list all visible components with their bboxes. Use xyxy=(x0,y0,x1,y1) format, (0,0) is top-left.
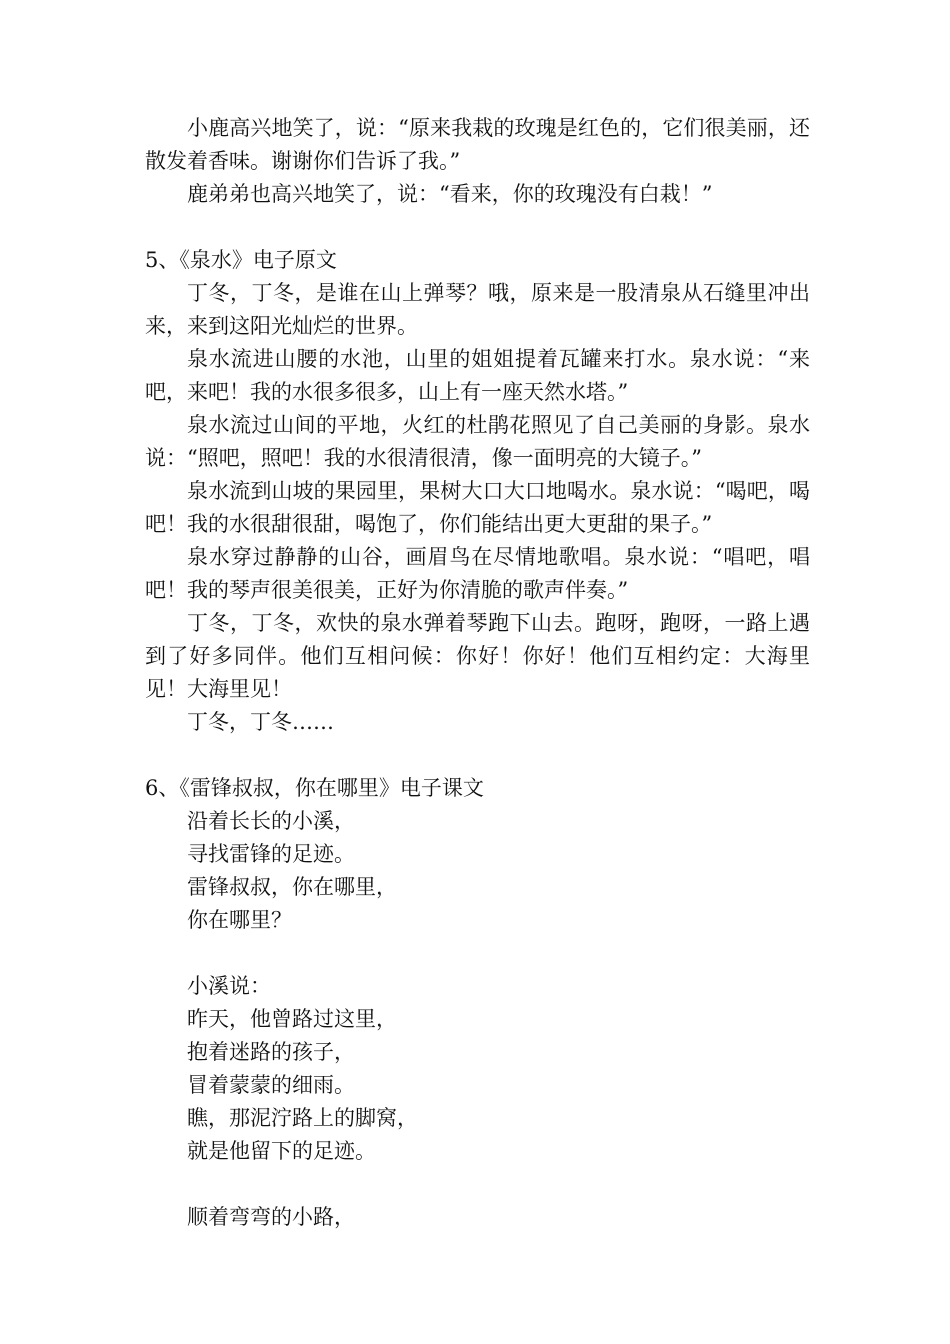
section5-paragraph: 丁冬，丁冬，是谁在山上弹琴？哦，原来是一股清泉从石缝里冲出来，来到这阳光灿烂的世界。 xyxy=(145,281,810,338)
section5-paragraph: 泉水流到山坡的果园里，果树大口大口地喝水。泉水说：“喝吧，喝吧！我的水很甜很甜，喝饱了，你们能结出更大更甜的果子。” xyxy=(145,479,810,536)
poem-line: 顺着弯弯的小路， xyxy=(187,1205,355,1229)
poem-line: 冒着蒙蒙的细雨。 xyxy=(187,1073,355,1097)
story-paragraph: 鹿弟弟也高兴地笑了，说：“看来，你的玫瑰没有白栽！” xyxy=(187,182,713,206)
poem-line: 昨天，他曾路过这里， xyxy=(187,1007,397,1031)
section5-paragraph: 泉水流过山间的平地，火红的杜鹃花照见了自己美丽的身影。泉水说：“照吧，照吧！我的水很清很清，像一面明亮的大镜子。” xyxy=(145,413,810,470)
document-content xyxy=(145,112,810,1234)
blank-line xyxy=(145,739,810,772)
poem-line: 瞧，那泥泞路上的脚窝， xyxy=(187,1106,418,1130)
poem-line: 小溪说： xyxy=(187,974,271,998)
section-heading-5: 5、《泉水》电子原文 xyxy=(145,248,337,272)
section5-paragraph: 泉水穿过静静的山谷，画眉鸟在尽情地歌唱。泉水说：“唱吧，唱吧！我的琴声很美很美，正好为你清脆的歌声伴奏。” xyxy=(145,545,810,602)
blank-line xyxy=(145,211,810,244)
blank-line xyxy=(145,1168,810,1201)
poem-line: 抱着迷路的孩子， xyxy=(187,1040,355,1064)
poem-line: 雷锋叔叔，你在哪里， xyxy=(187,875,397,899)
section5-paragraph: 丁冬，丁冬，欢快的泉水弹着琴跑下山去。跑呀，跑呀，一路上遇到了好多同伴。他们互相问候：你好！你好！他们互相约定：大海里见！大海里见！ xyxy=(145,611,810,701)
section5-paragraph: 丁冬，丁冬…… xyxy=(187,710,334,734)
poem-line: 沿着长长的小溪， xyxy=(187,809,355,833)
section5-paragraph: 泉水流进山腰的水池，山里的姐姐提着瓦罐来打水。泉水说：“来吧，来吧！我的水很多很多，山上有一座天然水塔。” xyxy=(145,347,810,404)
section-heading-6: 6、《雷锋叔叔，你在哪里》电子课文 xyxy=(145,776,484,800)
poem-line: 寻找雷锋的足迹。 xyxy=(187,842,355,866)
story-paragraph: 小鹿高兴地笑了，说：“原来我栽的玫瑰是红色的，它们很美丽，还散发着香味。谢谢你们告诉了我。” xyxy=(145,116,810,173)
poem-line: 你在哪里？ xyxy=(187,908,292,932)
poem-line: 就是他留下的足迹。 xyxy=(187,1139,376,1163)
blank-line xyxy=(145,937,810,970)
